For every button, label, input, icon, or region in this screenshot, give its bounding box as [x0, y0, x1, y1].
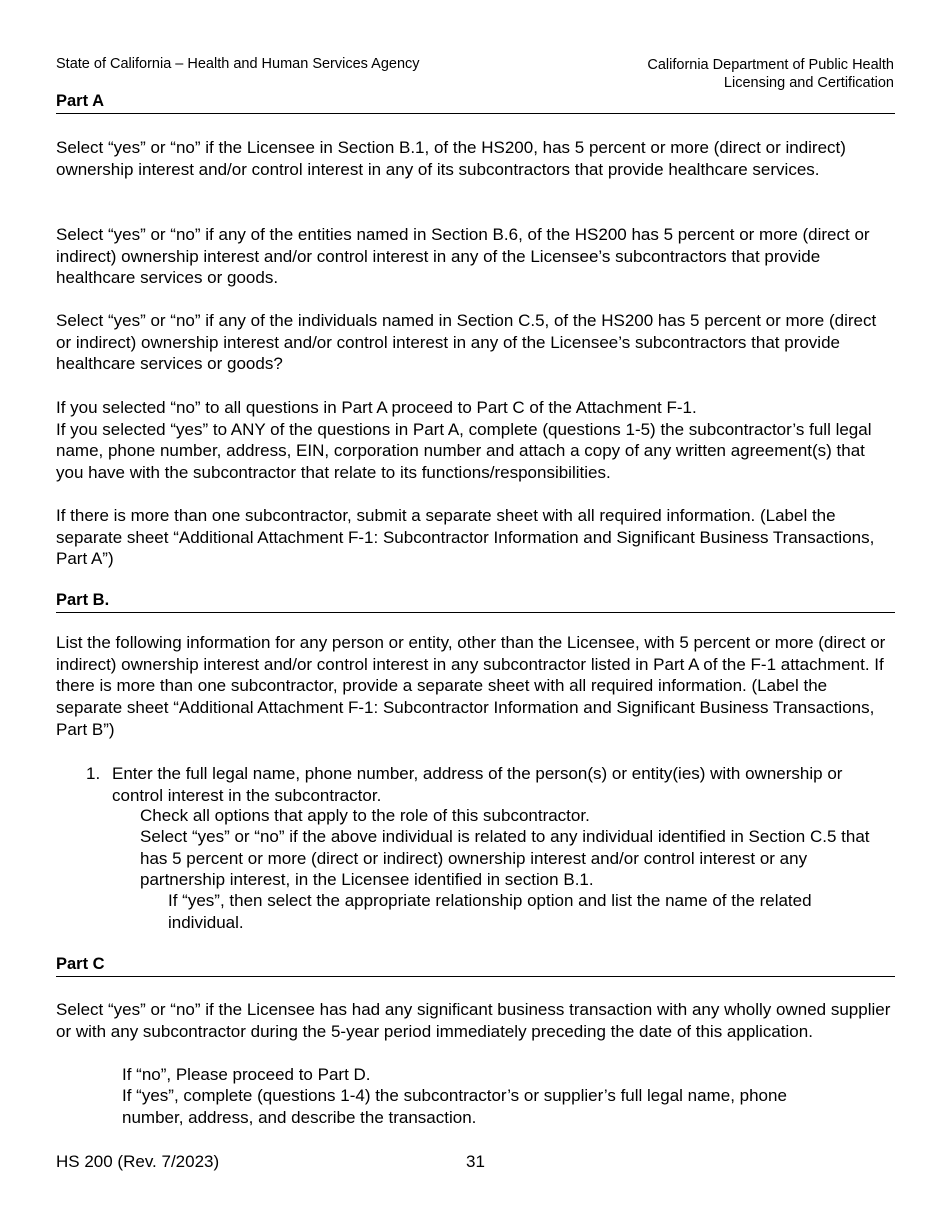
part-b-sub-item-3: If “yes”, then select the appropriate relationship option and list the name of the related individual. — [168, 891, 812, 932]
part-b-heading: Part B. — [56, 591, 895, 613]
part-a-yes-instruction: If you selected “yes” to ANY of the questions in Part A, complete (questions 1-5) the subcontractor’s full legal name, phone number, address, EIN, corporation number and attach a copy of any written agreement(s) that you have with the subcontractor that relate to its functions/responsibilities. — [56, 419, 872, 483]
department-header — [647, 56, 894, 92]
agency-header: State of California – Health and Human Services Agency — [56, 56, 420, 72]
part-c-paragraph-1: Select “yes” or “no” if the Licensee has had any significant business transaction with any wholly owned supplier or with any subcontractor during the 5-year period immediately preceding the date of this application. — [56, 1000, 891, 1041]
part-a-no-instruction: If you selected “no” to all questions in Part A proceed to Part C of the Attachment F-1. — [56, 398, 697, 417]
division-name: Licensing and Certification — [723, 75, 894, 91]
department-name: California Department of Public Health — [647, 57, 894, 73]
part-a-paragraph-5: If there is more than one subcontractor, submit a separate sheet with all required information. (Label the separate sheet “Additional Attachment F-1: Subcontractor Information and Significant Business Transactions, Part A”) — [56, 506, 875, 569]
part-a-paragraph-2: Select “yes” or “no” if any of the entities named in Section B.6, of the HS200 has 5 percent or more (direct or indirect) ownership interest and/or control interest in any of the Licensee’s subcontractors that provide healthcare services or goods. — [56, 225, 870, 288]
list-item-text: Enter the full legal name, phone number, address of the person(s) or entity(ies) with ownership or control interest in the subcontractor. — [112, 764, 843, 805]
part-c-heading: Part C — [56, 955, 895, 977]
part-c-sub-item-2: If “yes”, complete (questions 1-4) the subcontractor’s or supplier’s full legal name, phone number, address, and describe the transaction. — [122, 1086, 787, 1127]
part-b-sub-item-2: Select “yes” or “no” if the above individual is related to any individual identified in Section C.5 that has 5 percent or more (direct or indirect) ownership interest and/or control interest or any partnership interest, in the Licensee identified in section B.1. — [140, 827, 870, 890]
part-a-heading: Part A — [56, 92, 895, 114]
part-a-paragraph-4 — [56, 397, 896, 484]
part-b-paragraph-1: List the following information for any person or entity, other than the Licensee, with 5 percent or more (direct or indirect) ownership interest and/or control interest in any subcontractor listed in Part A of the F-1 attachment. If there is more than one subcontractor, provide a separate sheet with all required information. (Label the separate sheet “Additional Attachment F-1: Subcontractor Information and Significant Business Transactions, Part B”) — [56, 633, 886, 739]
list-item-number: 1. — [86, 764, 101, 783]
part-c-sub-item-1: If “no”, Please proceed to Part D. — [122, 1065, 371, 1084]
page-number: 31 — [466, 1152, 485, 1171]
part-b-list-item — [86, 763, 896, 806]
part-a-paragraph-1: Select “yes” or “no” if the Licensee in Section B.1, of the HS200, has 5 percent or more (direct or indirect) ownership interest and/or control interest in any of its subcontractors that provide healthcare services. — [56, 138, 846, 179]
part-b-sub-item-1: Check all options that apply to the role of this subcontractor. — [140, 806, 590, 825]
form-identifier: HS 200 (Rev. 7/2023) — [56, 1152, 220, 1171]
part-a-paragraph-3: Select “yes” or “no” if any of the individuals named in Section C.5, of the HS200 has 5 percent or more (direct or indirect) ownership interest and/or control interest in any of the Licensee’s subcontractors that provide healthcare services or goods? — [56, 311, 877, 374]
